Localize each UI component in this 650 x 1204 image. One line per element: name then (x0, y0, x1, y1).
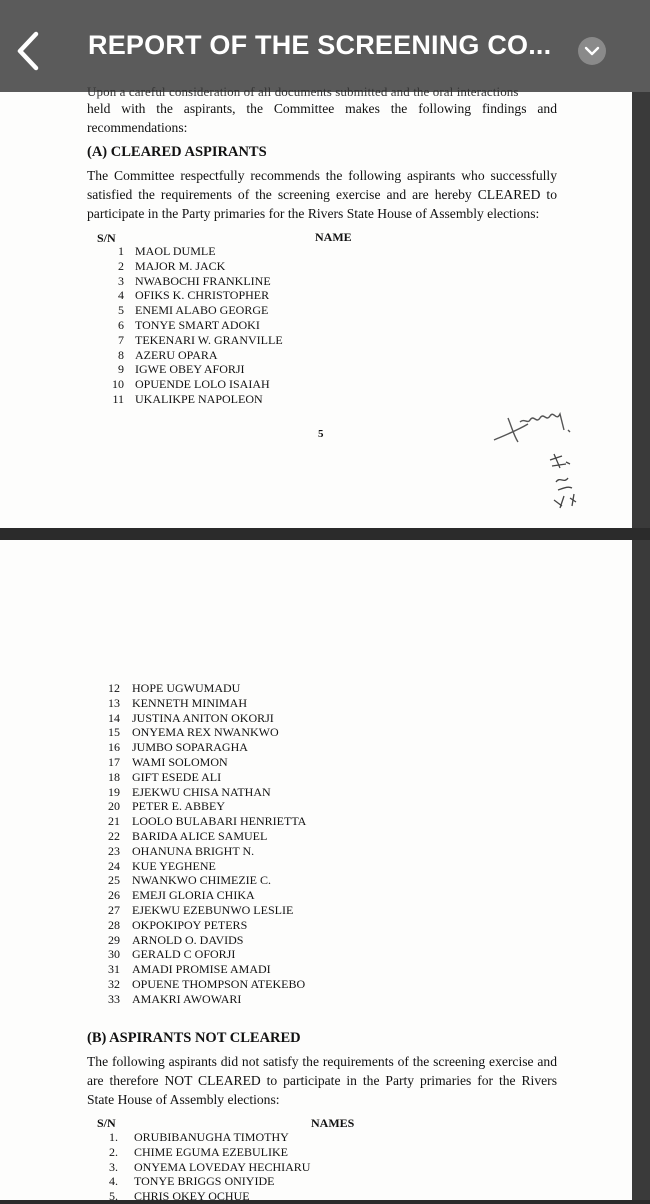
list-item-number: 4. (109, 1174, 118, 1189)
page-edge-shadow (632, 540, 650, 1200)
list-item (100, 977, 306, 992)
list-item (100, 873, 271, 888)
list-item-number: 22 (108, 829, 120, 843)
list-item (106, 1189, 250, 1204)
list-item (106, 1144, 288, 1160)
list-item-number: 12 (108, 681, 120, 695)
list-item-name: TONYE BRIGGS ONIYIDE (134, 1174, 275, 1189)
list-item-name: GIFT ESEDE ALI (132, 769, 222, 784)
chevron-down-icon (578, 37, 606, 65)
list-item-number: 14 (108, 710, 120, 725)
list-item-name: KENNETH MINIMAH (132, 695, 247, 710)
list-item-name: PETER E. ABBEY (132, 799, 226, 814)
document-page-5 (0, 84, 632, 528)
list-item-number: 30 (108, 947, 120, 962)
section-a-paragraph: The Committee respectfully recommends the following aspirants who successfully satisfied the requirements of the screening exercise and are hereby CLEARED to participate in the Party primaries for the Rivers State House of Assembly elections: (87, 168, 557, 221)
list-item-number: 32 (108, 977, 120, 991)
list-item-name: OPUENDE LOLO ISAIAH (135, 377, 270, 392)
list-item-name: OPUENE THOMPSON ATEKEBO (132, 977, 306, 991)
list-item (100, 903, 294, 918)
list-item-name: AMAKRI AWOWARI (132, 991, 242, 1006)
list-item-name: TONYE SMART ADOKI (135, 318, 260, 332)
list-item-number: 7 (118, 332, 124, 347)
page-number: 5 (318, 428, 324, 440)
list-item-number: 20 (108, 799, 120, 814)
list-item-name: ARNOLD O. DAVIDS (132, 932, 244, 947)
list-item (100, 377, 270, 392)
list-item-number: 6 (118, 318, 124, 332)
list-item-name: CHIME EGUMA EZEBULIKE (134, 1144, 288, 1159)
list-item-number: 18 (108, 769, 120, 784)
column-header-sn: S/N (97, 231, 116, 245)
list-item-number: 9 (118, 362, 124, 377)
list-item-number: 28 (108, 917, 120, 932)
list-item-name: EJEKWU EZEBUNWO LESLIE (132, 903, 294, 917)
list-item (100, 991, 242, 1007)
list-item-name: GERALD C OFORJI (132, 947, 236, 962)
list-item (100, 932, 244, 948)
list-item-name: CHRIS OKEY OCHUE (134, 1189, 250, 1204)
list-item-number: 17 (108, 755, 120, 769)
list-item-number: 8 (118, 347, 124, 362)
column-header-names: NAMES (311, 1116, 355, 1130)
list-item (100, 681, 241, 696)
intro-paragraph: held with the aspirants, the Committee makes the following findings and recommendations: (87, 101, 557, 135)
handwritten-signature (488, 400, 628, 528)
column-header-sn-b: S/N (97, 1116, 116, 1130)
list-item (100, 962, 271, 977)
list-item-name: OKPOKIPOY PETERS (132, 917, 248, 932)
list-item (100, 258, 226, 274)
list-item-name: MAJOR M. JACK (135, 258, 226, 273)
list-item-number: 3. (109, 1159, 118, 1174)
list-item (100, 799, 226, 814)
list-item-number: 15 (108, 725, 120, 740)
list-item (100, 829, 268, 844)
section-b-paragraph: The following aspirants did not satisfy the requirements of the screening exercise and are therefore NOT CLEARED to participate in the Party primaries for the Rivers State House of Assembly elections: (87, 1054, 557, 1107)
list-item (100, 843, 255, 859)
list-item (100, 695, 247, 711)
list-item-number: 24 (108, 858, 120, 873)
list-item (100, 303, 269, 318)
list-item-name: OHANUNA BRIGHT N. (132, 843, 255, 858)
list-item (100, 769, 222, 785)
list-item (100, 814, 307, 829)
list-item-number: 11 (112, 392, 124, 406)
list-item-name: ONYEMA REX NWANKWO (132, 725, 279, 740)
list-item (106, 1159, 311, 1175)
list-item-name: LOOLO BULABARI HENRIETTA (132, 814, 307, 829)
list-item-name: JUMBO SOPARAGHA (132, 740, 248, 755)
list-item (106, 1130, 289, 1145)
list-item-number: 23 (108, 843, 120, 858)
list-item-name: WAMI SOLOMON (132, 755, 228, 769)
list-item (100, 332, 283, 348)
list-item-number: 1 (118, 244, 124, 258)
list-item-number: 31 (108, 962, 120, 977)
list-item-name: ONYEMA LOVEDAY HECHIARU (134, 1159, 311, 1174)
list-item (100, 244, 216, 259)
list-item (100, 273, 271, 289)
list-item-name: OFIKS K. CHRISTOPHER (135, 288, 270, 303)
list-item (100, 888, 255, 903)
list-item (100, 347, 218, 363)
list-item-number: 5. (109, 1189, 118, 1204)
column-header-name: NAME (315, 230, 352, 244)
list-item-number: 2. (109, 1144, 118, 1159)
list-item-name: ENEMI ALABO GEORGE (135, 303, 269, 318)
list-item (100, 755, 228, 770)
list-item (100, 740, 248, 755)
list-item (100, 710, 274, 726)
list-item (100, 392, 263, 407)
list-item-number: 1. (109, 1130, 118, 1144)
list-item-name: HOPE UGWUMADU (132, 681, 241, 695)
list-item-name: ORUBIBANUGHA TIMOTHY (134, 1130, 289, 1144)
back-chevron-left-icon[interactable] (14, 30, 44, 72)
list-item-name: TEKENARI W. GRANVILLE (135, 332, 283, 347)
list-item (100, 362, 245, 377)
list-item (100, 947, 236, 962)
list-item-number: 26 (108, 888, 120, 903)
list-item-number: 19 (108, 784, 120, 799)
list-item-name: EJEKWU CHISA NATHAN (132, 784, 271, 799)
list-item-number: 10 (112, 377, 124, 392)
list-item-name: KUE YEGHENE (132, 858, 216, 873)
document-title: REPORT OF THE SCREENING CO... (88, 30, 552, 60)
list-item-name: IGWE OBEY AFORJI (135, 362, 245, 377)
list-item (106, 1174, 275, 1189)
list-item-number: 2 (118, 258, 124, 273)
list-item-number: 25 (108, 873, 120, 888)
list-item-number: 29 (108, 932, 120, 947)
list-item-number: 13 (108, 695, 120, 710)
page-edge-shadow (632, 92, 650, 528)
list-item-name: JUSTINA ANITON OKORJI (132, 710, 274, 725)
list-item (100, 917, 248, 933)
list-item-name: NWABOCHI FRANKLINE (135, 273, 271, 288)
list-item-number: 3 (118, 273, 124, 288)
list-item-number: 27 (108, 903, 120, 917)
list-item-name: NWANKWO CHIMEZIE C. (132, 873, 271, 888)
list-item (100, 784, 271, 800)
list-item-name: AMADI PROMISE AMADI (132, 962, 271, 977)
list-item (100, 288, 270, 303)
list-item-number: 21 (108, 814, 120, 829)
list-item-name: BARIDA ALICE SAMUEL (132, 829, 268, 843)
list-item-number: 4 (118, 288, 124, 303)
list-item-number: 5 (118, 303, 124, 318)
app-header (0, 0, 650, 92)
section-b-heading: (B) ASPIRANTS NOT CLEARED (87, 1030, 301, 1046)
title-dropdown-button[interactable] (578, 37, 606, 65)
list-item-name: AZERU OPARA (135, 347, 218, 362)
list-item-number: 33 (108, 991, 120, 1006)
list-item (100, 318, 260, 333)
list-item (100, 725, 279, 740)
list-item-number: 16 (108, 740, 120, 755)
document-page-6 (0, 540, 632, 1204)
list-item-name: MAOL DUMLE (135, 244, 216, 258)
list-item-name: EMEJI GLORIA CHIKA (132, 888, 255, 903)
list-item-name: UKALIKPE NAPOLEON (135, 392, 263, 406)
cut-off-text-line: Upon a careful consideration of all documents submitted and the oral interactions (87, 84, 519, 99)
list-item (100, 858, 216, 874)
section-a-heading: (A) CLEARED ASPIRANTS (87, 144, 267, 160)
